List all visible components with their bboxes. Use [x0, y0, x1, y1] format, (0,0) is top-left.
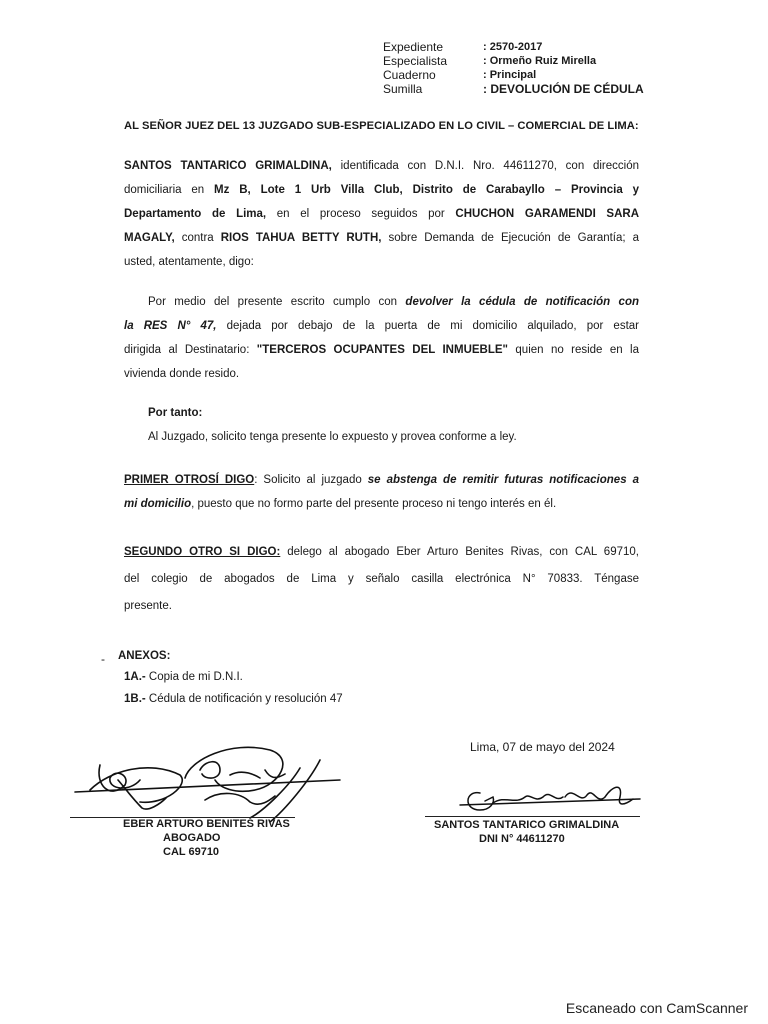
- header-label: Especialista: [383, 54, 448, 68]
- lawyer-signature-scribble: [70, 730, 350, 825]
- anexo-item: [124, 693, 343, 705]
- text-span: mi domicilio: [124, 498, 192, 510]
- primer-otrosi-line-1: [124, 474, 639, 486]
- header-row-especialista: [383, 54, 644, 68]
- body-line-3: [124, 344, 639, 356]
- addressee-line: AL SEÑOR JUEZ DEL 13 JUZGADO SUB-ESPECIALIZADO EN LO CIVIL – COMERCIAL DE LIMA:: [124, 120, 639, 132]
- text-span: domiciliaria en: [124, 184, 215, 196]
- por-tanto-title: Por tanto:: [148, 407, 203, 419]
- petitioner-name: SANTOS TANTARICO GRIMALDINA,: [124, 160, 332, 172]
- resolution-ref: la RES N° 47,: [124, 320, 217, 332]
- anexo-item: [124, 671, 243, 683]
- header-label: Expediente: [383, 40, 444, 54]
- section-label: PRIMER OTROSÍ DIGO: [124, 474, 255, 486]
- intro-line-5: usted, atentamente, digo:: [124, 256, 254, 268]
- text-span: se abstenga de remitir futuras notificaciones a: [367, 474, 639, 486]
- defendant-name: RIOS TAHUA BETTY RUTH,: [220, 232, 382, 244]
- case-header: [383, 40, 644, 96]
- text-span: contra: [174, 232, 221, 244]
- header-row-expediente: [383, 40, 644, 54]
- lawyer-cal: CAL 69710: [163, 846, 220, 858]
- header-row-cuaderno: [383, 68, 644, 82]
- text-span: sobre Demanda de Ejecución de Garantía; a: [381, 232, 640, 244]
- anexo-text: Cédula de notificación y resolución 47: [145, 693, 343, 705]
- anexo-code: 1A.-: [124, 671, 146, 683]
- text-span: MAGALY,: [124, 232, 175, 244]
- header-value: : 2570-2017: [483, 41, 543, 53]
- header-label: Sumilla: [383, 82, 423, 96]
- anexo-code: 1B.-: [124, 693, 146, 705]
- por-tanto-text: Al Juzgado, solicito tenga presente lo expuesto y provea conforme a ley.: [148, 431, 517, 443]
- text-span: en el proceso seguidos por: [266, 208, 456, 220]
- text-span: devolver la cédula de notificación con: [405, 296, 640, 308]
- anexos-dash: -: [101, 652, 105, 666]
- petitioner-dni: DNI N° 44611270: [479, 833, 565, 845]
- text-span: delego al abogado Eber Arturo Benites Rivas, con CAL 69710,: [280, 546, 639, 558]
- header-value: : Ormeño Ruiz Mirella: [483, 55, 597, 67]
- anexos-title: ANEXOS:: [118, 650, 171, 662]
- signature-line-right: [425, 816, 640, 817]
- segundo-otrosi-line-1: [124, 546, 639, 558]
- body-line-4: vivienda donde resido.: [124, 368, 240, 380]
- intro-line-4: [124, 232, 639, 244]
- intro-line-2: [124, 184, 639, 196]
- header-value: : Principal: [483, 69, 537, 81]
- body-line-1: [148, 296, 639, 308]
- address-text: Mz B, Lote 1 Urb Villa Club, Distrito de Carabayllo – Provincia y: [214, 184, 639, 196]
- text-span: Departamento de Lima,: [124, 208, 267, 220]
- anexo-text: Copia de mi D.N.I.: [145, 671, 243, 683]
- text-span: dirigida al Destinatario:: [124, 344, 257, 356]
- petitioner-name-signature: SANTOS TANTARICO GRIMALDINA: [434, 819, 620, 831]
- body-line-2: [124, 320, 639, 332]
- section-label: SEGUNDO OTRO SI DIGO:: [124, 546, 281, 558]
- intro-line-1: [124, 160, 639, 172]
- text-span: : Solicito al juzgado: [254, 474, 368, 486]
- intro-line-3: [124, 208, 639, 220]
- text-span: quien no reside en la: [508, 344, 639, 356]
- text-span: , puesto que no formo parte del presente proceso ni tengo interés en él.: [191, 498, 557, 510]
- segundo-otrosi-line-2: del colegio de abogados de Lima y señalo casilla electrónica N° 70833. Téngase: [124, 573, 639, 585]
- header-value: : DEVOLUCIÓN DE CÉDULA: [483, 82, 644, 96]
- document-date: Lima, 07 de mayo del 2024: [470, 740, 615, 754]
- segundo-otrosi-line-3: presente.: [124, 600, 172, 612]
- scanner-watermark: Escaneado con CamScanner: [565, 1000, 748, 1016]
- text-span: Por medio del presente escrito cumplo con: [148, 296, 406, 308]
- lawyer-name: EBER ARTURO BENITES RIVAS: [123, 818, 290, 830]
- header-label: Cuaderno: [383, 68, 436, 82]
- primer-otrosi-line-2: [124, 498, 556, 510]
- lawyer-role: ABOGADO: [163, 832, 221, 844]
- text-span: dejada por debajo de la puerta de mi domicilio alquilado, por estar: [216, 320, 639, 332]
- recipient-text: "TERCEROS OCUPANTES DEL INMUEBLE": [256, 344, 508, 356]
- text-span: identificada con D.N.I. Nro. 44611270, con dirección: [331, 160, 639, 172]
- plaintiff-name: CHUCHON GARAMENDI SARA: [455, 208, 640, 220]
- header-row-sumilla: [383, 82, 644, 96]
- petitioner-signature-scribble: [455, 775, 645, 820]
